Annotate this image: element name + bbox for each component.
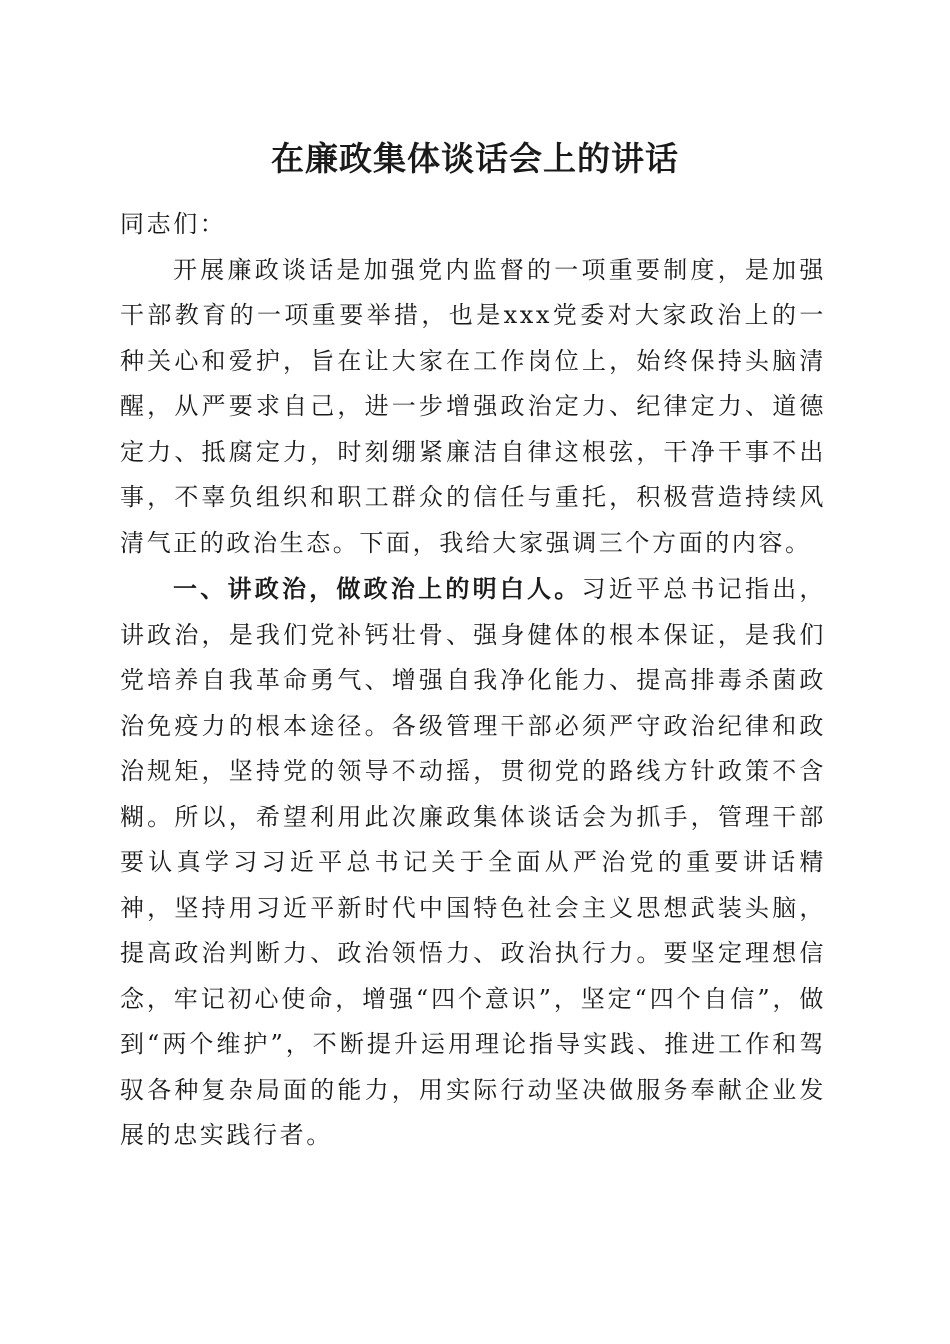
document-body xyxy=(120,202,826,1159)
section-one-heading: 一、讲政治，做政治上的明白人。 xyxy=(173,574,582,603)
document-title: 在廉政集体谈话会上的讲话 xyxy=(271,139,679,178)
paragraph-section-one xyxy=(120,566,826,1159)
paragraph-intro-text: 开展廉政谈话是加强党内监督的一项重要制度，是加强干部教育的一项重要举措，也是xxx党委对大家政治上的一种关心和爱护，旨在让大家在工作岗位上，始终保持头脑清醒，从严要求自己，进一步增强政治定力、纪律定力、道德定力、抵腐定力，时刻绷紧廉洁自律这根弦，干净干事不出事，不辜负组织和职工群众的信任与重托，积极营造持续风清气正的政治生态。下面，我给大家强调三个方面的内容。 xyxy=(120,255,826,557)
paragraph-intro xyxy=(120,248,826,567)
salutation: 同志们： xyxy=(120,210,227,238)
section-one-text: 习近平总书记指出，讲政治，是我们党补钙壮骨、强身健体的根本保证，是我们党培养自我革命勇气、增强自我净化能力、提高排毒杀菌政治免疫力的根本途径。各级管理干部必须严守政治纪律和政治规矩，坚持党的领导不动摇，贯彻党的路线方针政策不含糊。所以，希望利用此次廉政集体谈话会为抓手，管理干部要认真学习习近平总书记关于全面从严治党的重要讲话精神，坚持用习近平新时代中国特色社会主义思想武装头脑，提高政治判断力、政治领悟力、政治执行力。要坚定理想信念，牢记初心使命，增强“四个意识”，坚定“四个自信”，做到“两个维护”，不断提升运用理论指导实践、推进工作和驾驭各种复杂局面的能力，用实际行动坚决做服务奉献企业发展的忠实践行者。 xyxy=(120,575,827,1149)
